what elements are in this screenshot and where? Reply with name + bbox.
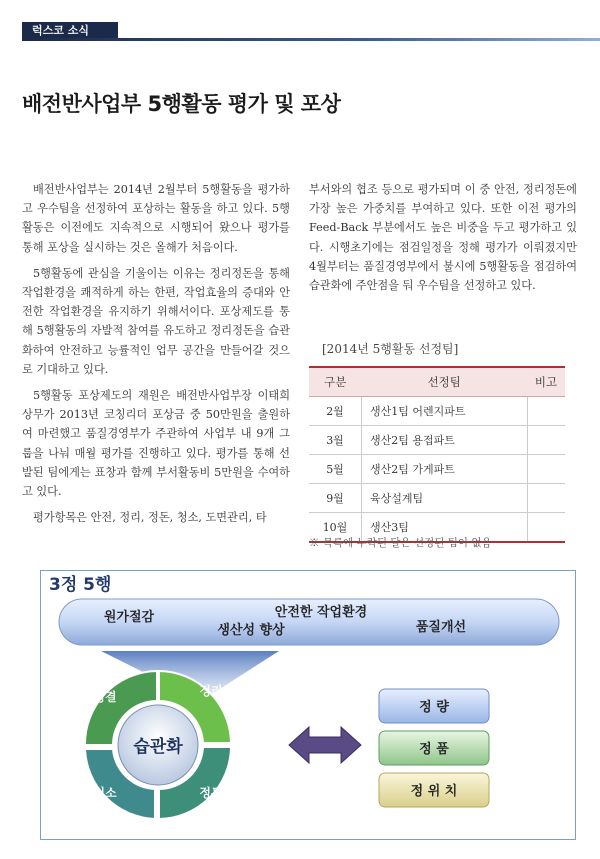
note-cell bbox=[527, 455, 565, 484]
segment-label: 정돈 bbox=[199, 786, 223, 800]
banner-productivity: 생산성 향상 bbox=[217, 623, 285, 638]
selection-table bbox=[309, 366, 565, 543]
table-row bbox=[309, 397, 565, 426]
note-cell bbox=[527, 513, 565, 543]
box-label: 정 위 치 bbox=[410, 784, 458, 799]
month-cell: 3월 bbox=[309, 426, 362, 455]
note-cell bbox=[527, 426, 565, 455]
month-cell: 10월 bbox=[309, 513, 362, 543]
segment-label: 정리 bbox=[199, 684, 223, 698]
table-header-row bbox=[309, 367, 565, 397]
right-column bbox=[309, 180, 577, 302]
double-arrow-icon bbox=[289, 727, 361, 763]
paragraph: 5행활동 포상제도의 재원은 배전반사업부장 이태희 상무가 2013년 코칭리더 포상금 중 50만원을 출원하여 마련했고 품질경영부가 주관하여 사업부 내 9개 그룹을 나눠 매월 평가를 진행하고 있다. 평가를 통해 선발된 팀에게는 표창과 함께 부서활동비 5만원을 수여하고 있다. bbox=[22, 389, 290, 499]
article-title: 배전반사업부 5행활동 평가 및 포상 bbox=[22, 92, 341, 116]
left-column bbox=[22, 180, 290, 534]
team-cell: 생산2팀 가게파트 bbox=[362, 455, 528, 484]
note-cell bbox=[527, 484, 565, 513]
column-header: 구분 bbox=[309, 367, 362, 397]
cycle-center-label: 습관화 bbox=[133, 737, 183, 757]
three-five-figure bbox=[40, 570, 576, 840]
month-cell: 9월 bbox=[309, 484, 362, 513]
paragraph: 부서와의 협조 등으로 평가되며 이 중 안전, 정리정돈에 가장 높은 가중치를 부여하고 있다. 또한 이전 평가의 Feed-Back 부분에서도 높은 비중을 두고 평가하고 있다. 시행초기에는 점검일정을 정해 평가가 이뤄졌지만 4월부터는 품질경영부에서 불시에 5행활동을 점검하여 습관화에 주안점을 둬 우수팀을 선정하고 있다. bbox=[309, 183, 577, 293]
note-cell bbox=[527, 397, 565, 426]
paragraph: 5행활동에 관심을 기울이는 이유는 정리정돈을 통해 작업환경을 쾌적하게 하는 한편, 작업효율의 증대와 안전한 작업환경을 유지하기 위해서이다. 포상제도를 통해 5행활동의 자발적 참여를 유도하고 정리정돈을 습관화하여 안전하고 능률적인 업무 공간을 만들어갈 것으로 기대하고 있다. bbox=[22, 266, 290, 376]
team-cell: 생산1팀 어렌지파트 bbox=[362, 397, 528, 426]
segment-label: 청소 bbox=[93, 786, 117, 800]
banner-cost: 원가절감 bbox=[103, 610, 155, 625]
team-cell: 생산3팀 bbox=[362, 513, 528, 543]
segment-label: 청결 bbox=[93, 690, 117, 704]
table-caption: [2014년 5행활동 선정팀] bbox=[322, 342, 459, 356]
figure-diagram bbox=[41, 571, 575, 839]
section-tab: 럭스코 소식 bbox=[22, 22, 118, 40]
table-row bbox=[309, 484, 565, 513]
paragraph: 평가항목은 안전, 정리, 정돈, 청소, 도면관리, 타 bbox=[33, 511, 267, 525]
column-header: 비고 bbox=[527, 367, 565, 397]
cycle-diagram bbox=[85, 671, 231, 819]
banner-quality: 품질개선 bbox=[415, 620, 467, 635]
table-row bbox=[309, 455, 565, 484]
month-cell: 5월 bbox=[309, 455, 362, 484]
paragraph: 배전반사업부는 2014년 2월부터 5행활동을 평가하고 우수팀을 선정하여 포상하는 활동을 하고 있다. 5행활동은 이전에도 지속적으로 시행되어 왔으나 평가를 통해 포상을 실시하는 것은 올해가 처음이다. bbox=[22, 183, 290, 254]
box-label: 정 품 bbox=[419, 742, 449, 757]
figure-title: 3정 5행 bbox=[49, 575, 112, 595]
table-footnote: ※ 목록에 누락된 달은 선정된 팀이 없음 bbox=[309, 537, 492, 549]
month-cell: 2월 bbox=[309, 397, 362, 426]
table-row bbox=[309, 426, 565, 455]
header-rule bbox=[22, 38, 600, 41]
team-cell: 생산2팀 용접파트 bbox=[362, 426, 528, 455]
box-label: 정 량 bbox=[419, 700, 449, 715]
team-cell: 육상설계팀 bbox=[362, 484, 528, 513]
column-header: 선정팀 bbox=[362, 367, 528, 397]
banner-safety: 안전한 작업환경 bbox=[274, 605, 368, 620]
